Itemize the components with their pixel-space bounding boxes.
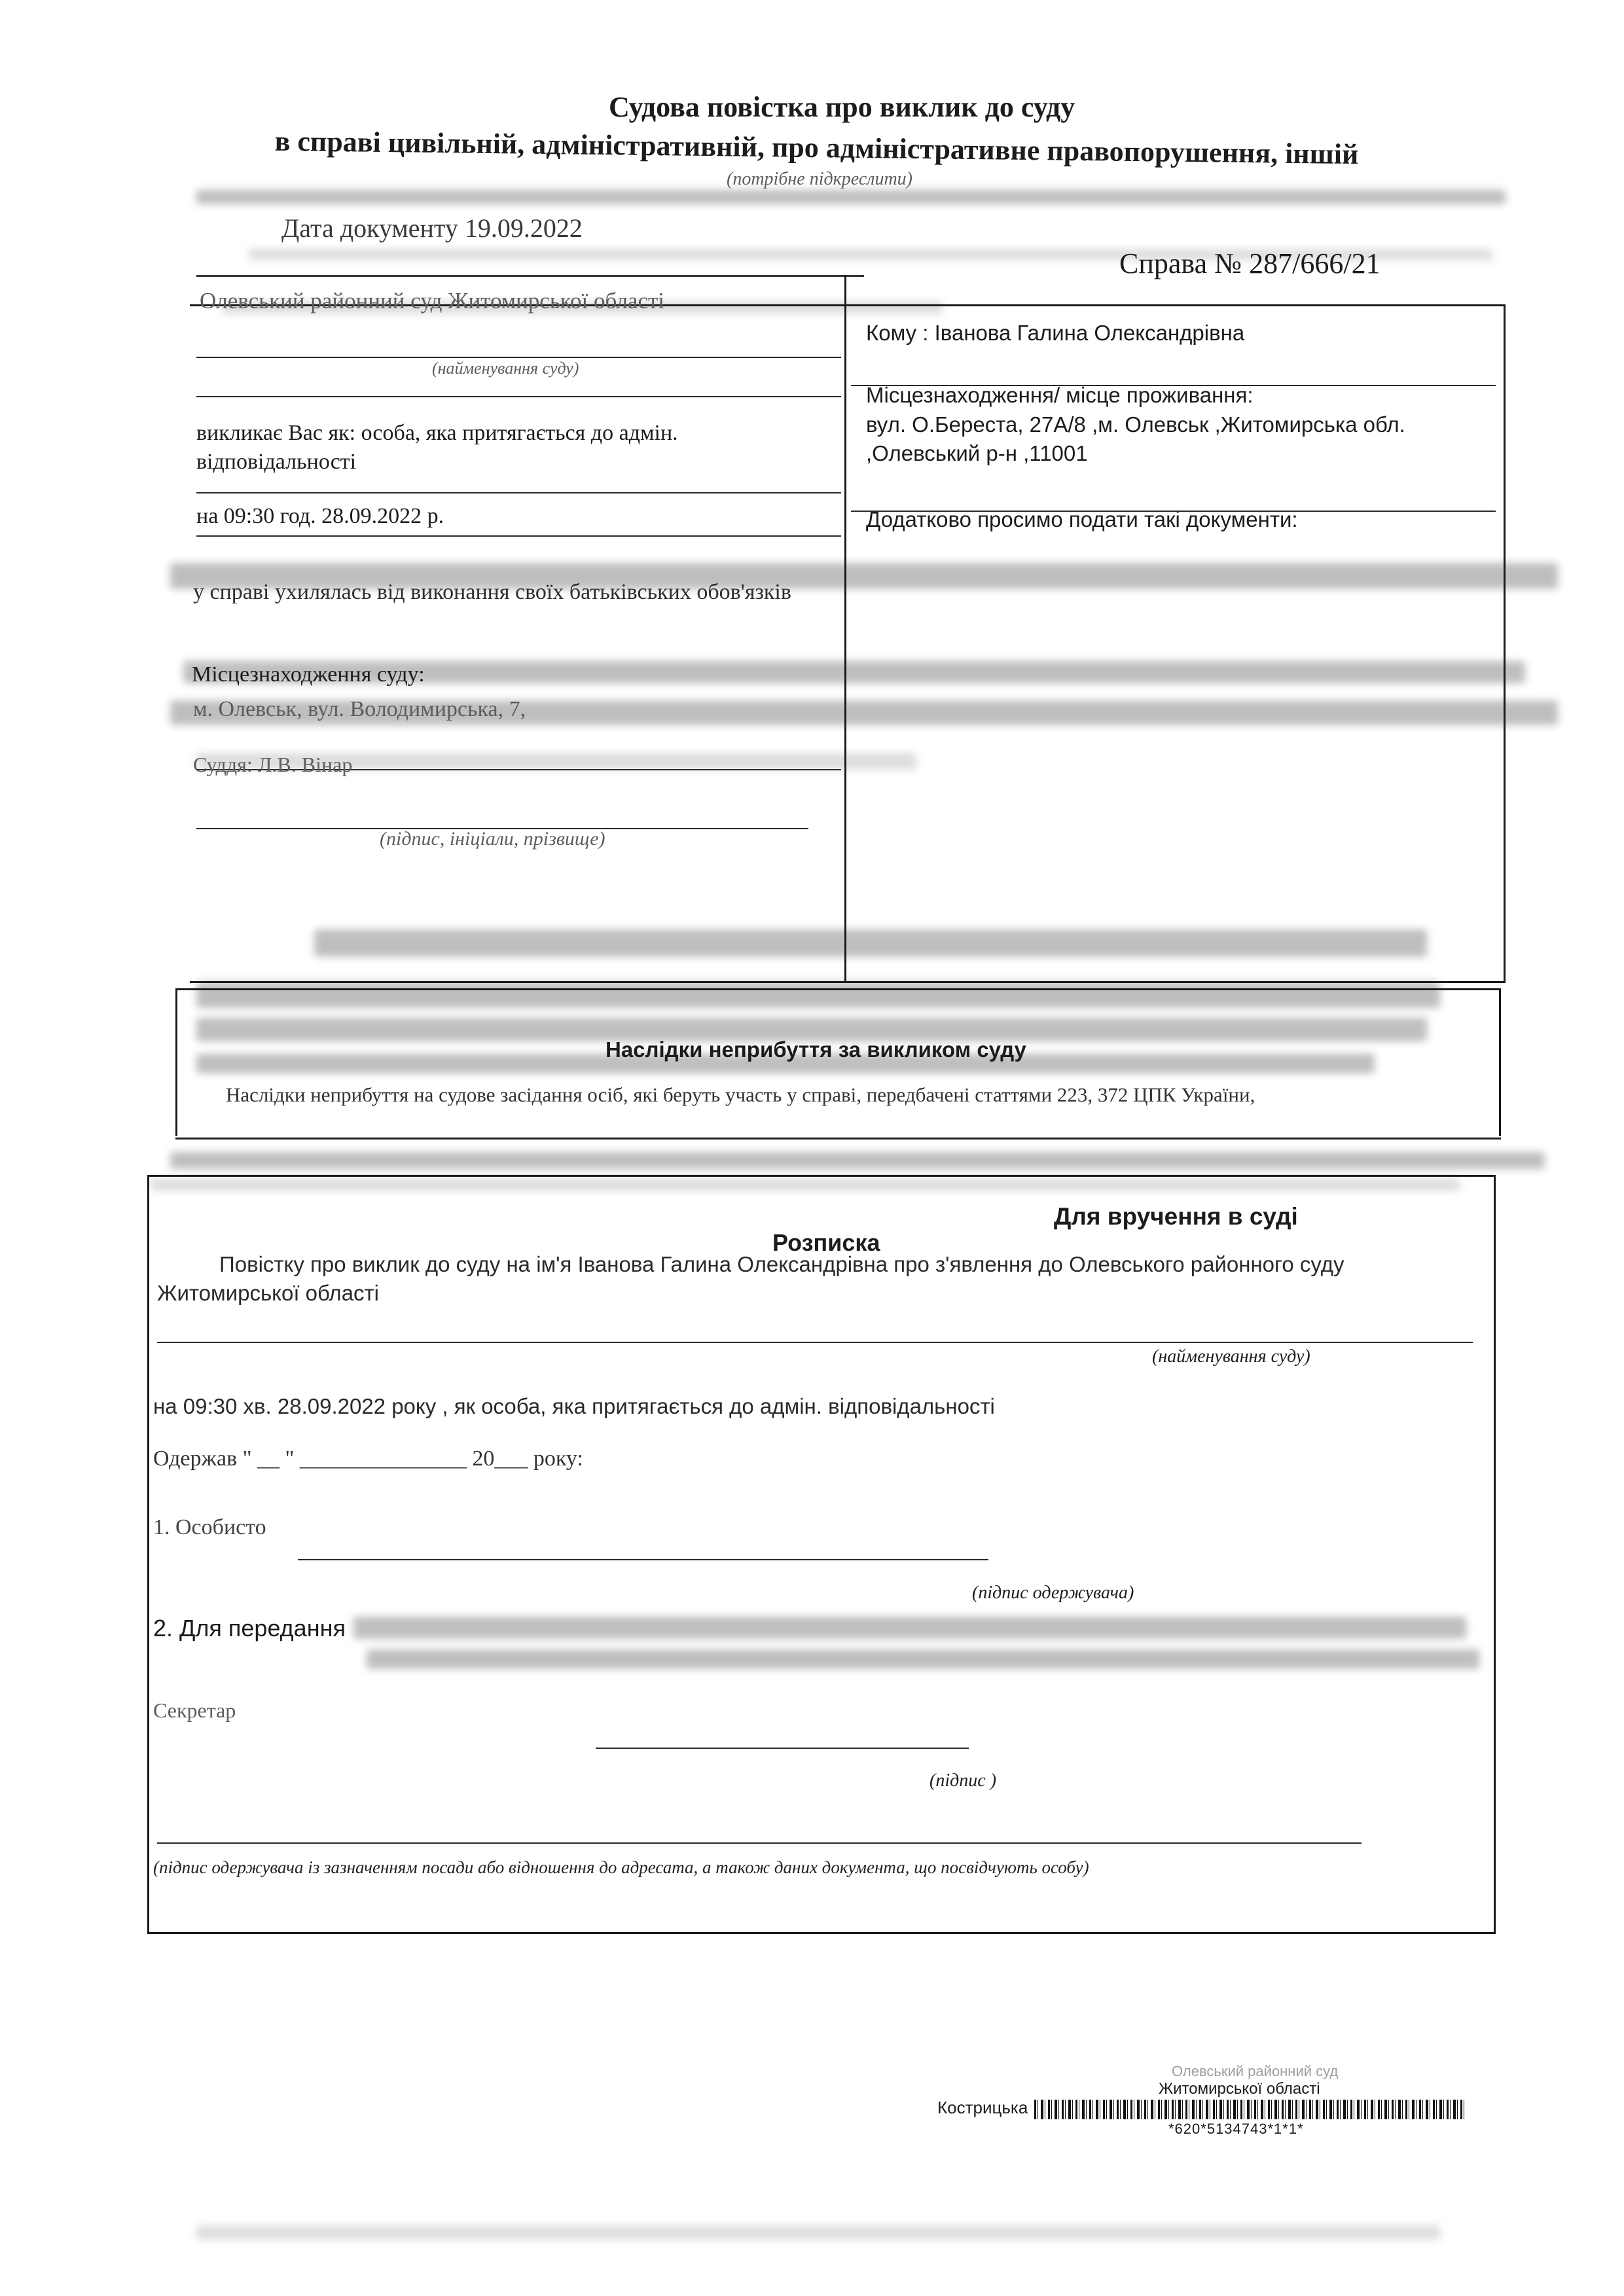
summons-as-line [196,492,841,493]
receipt-court-line [157,1342,1473,1343]
case-number-label: Справа № [1119,247,1242,279]
judge: Суддя: Л.В. Вінар [193,753,353,776]
scan-smear [196,2225,1440,2240]
case-matter: у справі ухилялась від виконання своїх батьківських обов'язків [193,580,791,604]
barcode-number: *620*5134743*1*1* [1168,2121,1304,2137]
summons-table [190,304,1506,983]
doc-date-value: 19.09.2022 [464,213,583,243]
receipt-title: Розписка [772,1229,880,1256]
case-number [1119,247,1380,280]
receipt-line-2: на 09:30 хв. 28.09.2022 року , як особа, яка притягається до адмін. відповідальності [153,1394,995,1418]
court-name: Олевський районний суд Житомирської області [200,288,664,314]
stamp-court: Олевський районний суд [1172,2063,1339,2079]
footnote-line [157,1842,1362,1844]
court-location-label: Місцезнаходження суду: [192,662,425,687]
received-date: Одержав " __ " _______________ 20___ року: [153,1446,583,1471]
receipt-line-1: Повістку про виклик до суду на ім'я Іванова Галина Олександрівна про з'явлення до Олевського районного суду Житомирської області [157,1252,1344,1305]
table-top-left [196,275,864,277]
court-location: м. Олевськ, вул. Володимирська, 7, [193,697,526,721]
case-types: в справі цивільній, адміністративній, про адміністративне правопорушення, іншій [274,124,1359,171]
personally-sign-line [298,1559,988,1560]
received-personally: 1. Особисто [153,1515,266,1539]
address-label: Місцезнаходження/ місце проживання: [866,383,1254,407]
recipient-name: Кому : Іванова Галина Олександрівна [866,321,1245,345]
table-divider [844,275,846,983]
receipt-footnote: (підпис одержувача із зазначенням посади або відношення до адресата, а також даних документа, що посвідчують особу) [153,1857,1089,1877]
consequences-box [175,988,1501,1136]
summons-as: викликає Вас як: особа, яка притягається до адмін. відповідальності [196,421,678,474]
stamp-region: Житомирської області [1159,2080,1320,2098]
receipt-court-hint: (найменування суду) [1152,1346,1310,1367]
consequences-bottom [175,1138,1501,1139]
case-number-value: 287/666/21 [1249,247,1380,279]
signature-hint: (підпис, ініціали, прізвище) [380,828,605,850]
scan-smear [196,190,1506,204]
doc-date-label: Дата документу [281,213,458,243]
case-types-hint: (потрібне підкреслити) [727,169,913,189]
consequences-title: Наслідки неприбуття за викликом суду [605,1037,1026,1062]
secretary-label: Секретар [153,1698,236,1722]
for-transfer: 2. Для передання [153,1615,346,1641]
court-name-line [196,357,841,358]
documents-request: Додатково просимо подати такі документи: [866,507,1298,531]
recipient-sign-hint: (підпис одержувача) [972,1583,1134,1603]
recipient-address: вул. О.Береста, 27А/8 ,м. Олевськ ,Житомирська обл. ,Олевський р-н ,11001 [866,412,1405,465]
document-title: Судова повістка про виклик до суду [609,91,1075,123]
for-court-label: Для вручення в суді [1054,1203,1298,1230]
summons-time-line [196,535,841,537]
consequences-text: Наслідки неприбуття на судове засідання осіб, які беруть участь у справі, передбачені статтями 223, 372 ЦПК України, [226,1083,1255,1106]
summons-time: на 09:30 год. 28.09.2022 р. [196,504,444,528]
sender-name: Кострицька [937,2098,1028,2117]
scan-smear [170,1152,1545,1169]
barcode [1034,2100,1466,2119]
court-name-line-2 [196,396,841,397]
secretary-sign-hint: (підпис ) [929,1770,997,1791]
secretary-line [596,1748,969,1749]
doc-date [281,213,583,243]
court-name-hint: (найменування суду) [432,359,579,378]
